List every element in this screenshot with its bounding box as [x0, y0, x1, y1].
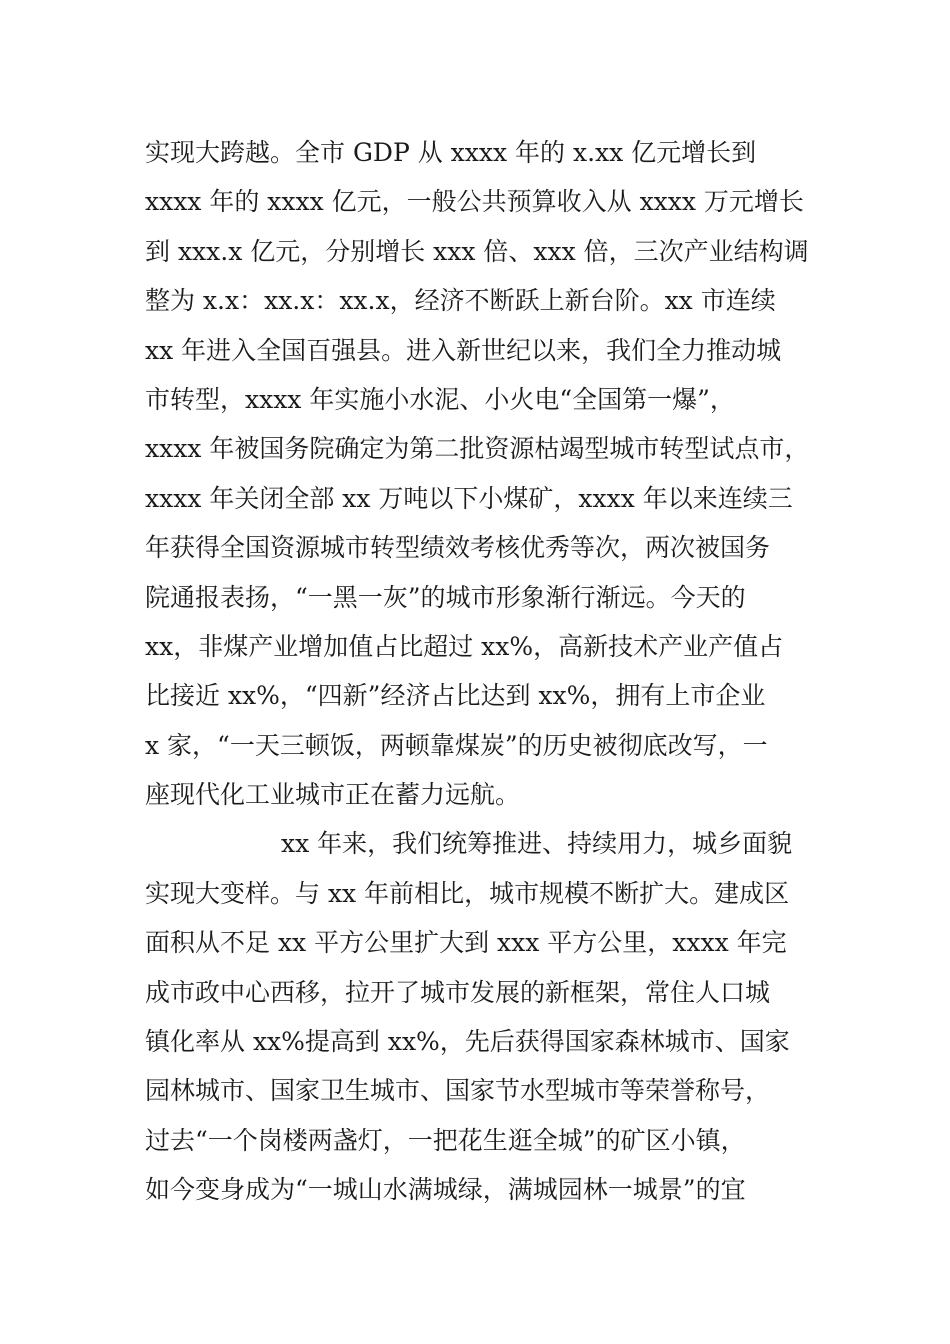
text-line: 实现大变样。与 xx 年前相比，城市规模不断扩大。建成区 — [145, 878, 790, 908]
paragraph-1 — [145, 128, 825, 819]
text-line: 市转型，xxxx 年实施小水泥、小火电“全国第一爆”， — [145, 384, 735, 414]
text-line: xxxx 年的 xxxx 亿元，一般公共预算收入从 xxxx 万元增长 — [145, 187, 804, 217]
text-line: 座现代化工业城市正在蓄力远航。 — [145, 780, 521, 810]
text-line: 比接近 xx%，“四新”经济占比达到 xx%，拥有上市企业 — [145, 681, 766, 711]
text-line: 院通报表扬，“一黑一灰”的城市形象渐行渐远。今天的 — [145, 582, 746, 612]
text-line: xxxx 年关闭全部 xx 万吨以下小煤矿，xxxx 年以来连续三 — [145, 483, 793, 513]
paragraph-2 — [145, 819, 825, 1214]
text-line: xxxx 年被国务院确定为第二批资源枯竭型城市转型试点市， — [145, 434, 810, 464]
text-line: xx，非煤产业增加值占比超过 xx%，高新技术产业产值占 — [145, 631, 784, 661]
text-line: 过去“一个岗楼两盏灯，一把花生逛全城”的矿区小镇， — [145, 1125, 746, 1155]
text-line: xx 年进入全国百强县。进入新世纪以来，我们全力推动城 — [145, 335, 782, 365]
text-line: 面积从不足 xx 平方公里扩大到 xxx 平方公里，xxxx 年完 — [145, 928, 787, 958]
body-text — [145, 128, 825, 1215]
text-line: 成市政中心西移，拉开了城市发展的新框架，常住人口城 — [145, 977, 771, 1007]
text-line: xx 年来，我们统筹推进、持续用力，城乡面貌 — [281, 829, 793, 859]
text-line: 整为 x.x：xx.x：xx.x，经济不断跃上新台阶。xx 市连续 — [145, 286, 776, 316]
text-line: 年获得全国资源城市转型绩效考核优秀等次，两次被国务 — [145, 533, 771, 563]
text-line: 镇化率从 xx%提高到 xx%，先后获得国家森林城市、国家 — [145, 1027, 790, 1057]
text-line: x 家，“一天三顿饭，两顿靠煤炭”的历史被彻底改写，一 — [145, 730, 768, 760]
text-line: 园林城市、国家卫生城市、国家节水型城市等荣誉称号， — [145, 1076, 771, 1106]
text-line: 如今变身成为“一城山水满城绿，满城园林一城景”的宜 — [145, 1175, 746, 1205]
text-line: 到 xxx.x 亿元，分别增长 xxx 倍、xxx 倍，三次产业结构调 — [145, 236, 809, 266]
text-line: 实现大跨越。全市 GDP 从 xxxx 年的 x.xx 亿元增长到 — [145, 138, 757, 167]
